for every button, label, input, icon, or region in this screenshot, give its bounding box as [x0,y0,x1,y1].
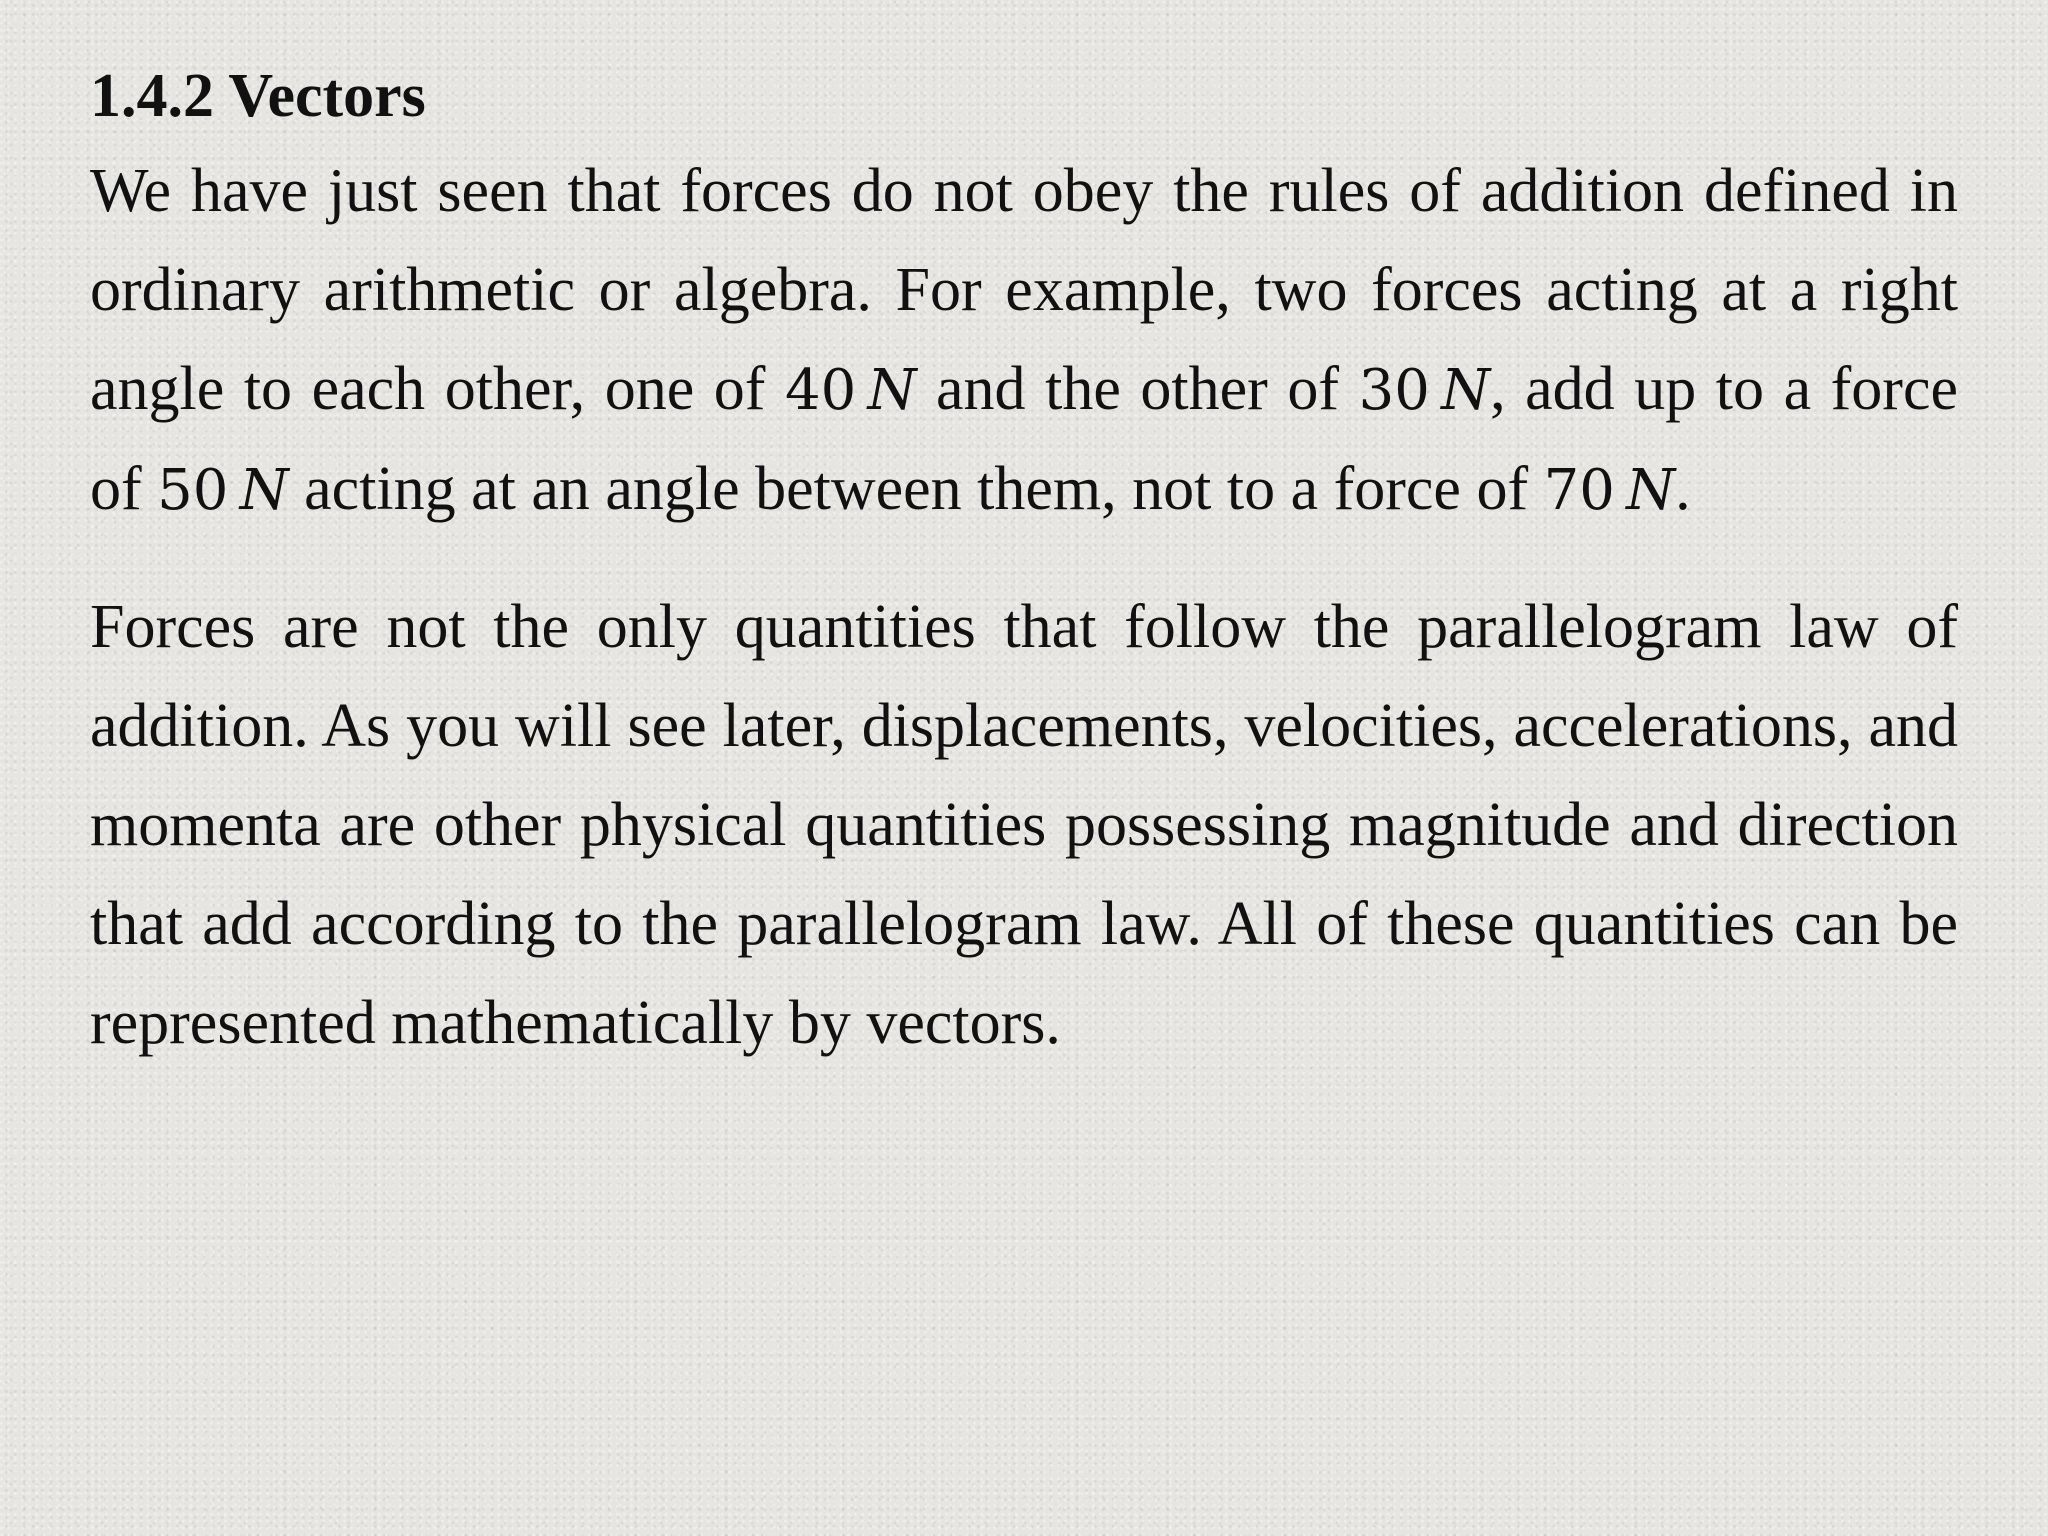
paragraph-1-text-d: acting at an angle between them, not to a force of [288,455,1544,523]
paragraph-1 [90,142,1958,540]
quantity-40n-unit: N [867,358,917,423]
paragraph-1-text-c: , add up to a force of [90,355,1958,523]
quantity-70n-value: 70 [1543,458,1615,523]
quantity-40n-value: 40 [785,358,857,423]
quantity-70n-unit: N [1626,458,1676,523]
paragraph-1-text-e: . [1675,455,1691,523]
quantity-50n-unit: N [239,458,289,523]
paragraph-2: Forces are not the only quantities that follow the parallelogram law of addition. As you will see later, displacements, velocities, accelerations, and momenta are other physical quantities possessing magnitude and direction that add according to the parallelogram law. All of these quantities can be represented mathematically by vectors. [90,593,1958,1057]
quantity-30n [1359,358,1490,423]
section-title: 1.4.2 Vectors [90,62,426,130]
quantity-50n [157,458,288,523]
quantity-30n-value: 30 [1358,358,1430,423]
quantity-40n [785,358,916,423]
quantity-70n [1544,458,1675,523]
slide-content [90,56,1958,1073]
quantity-30n-unit: N [1441,358,1491,423]
quantity-50n-value: 50 [157,458,229,523]
paragraph-1-text-b: and the other of [916,355,1359,423]
paragraph-1-text-a: We have just seen that forces do not obey the rules of addition defined in ordinary arithmetic or algebra. For example, two forces acting at a right angle to each other, one of [90,157,1958,423]
